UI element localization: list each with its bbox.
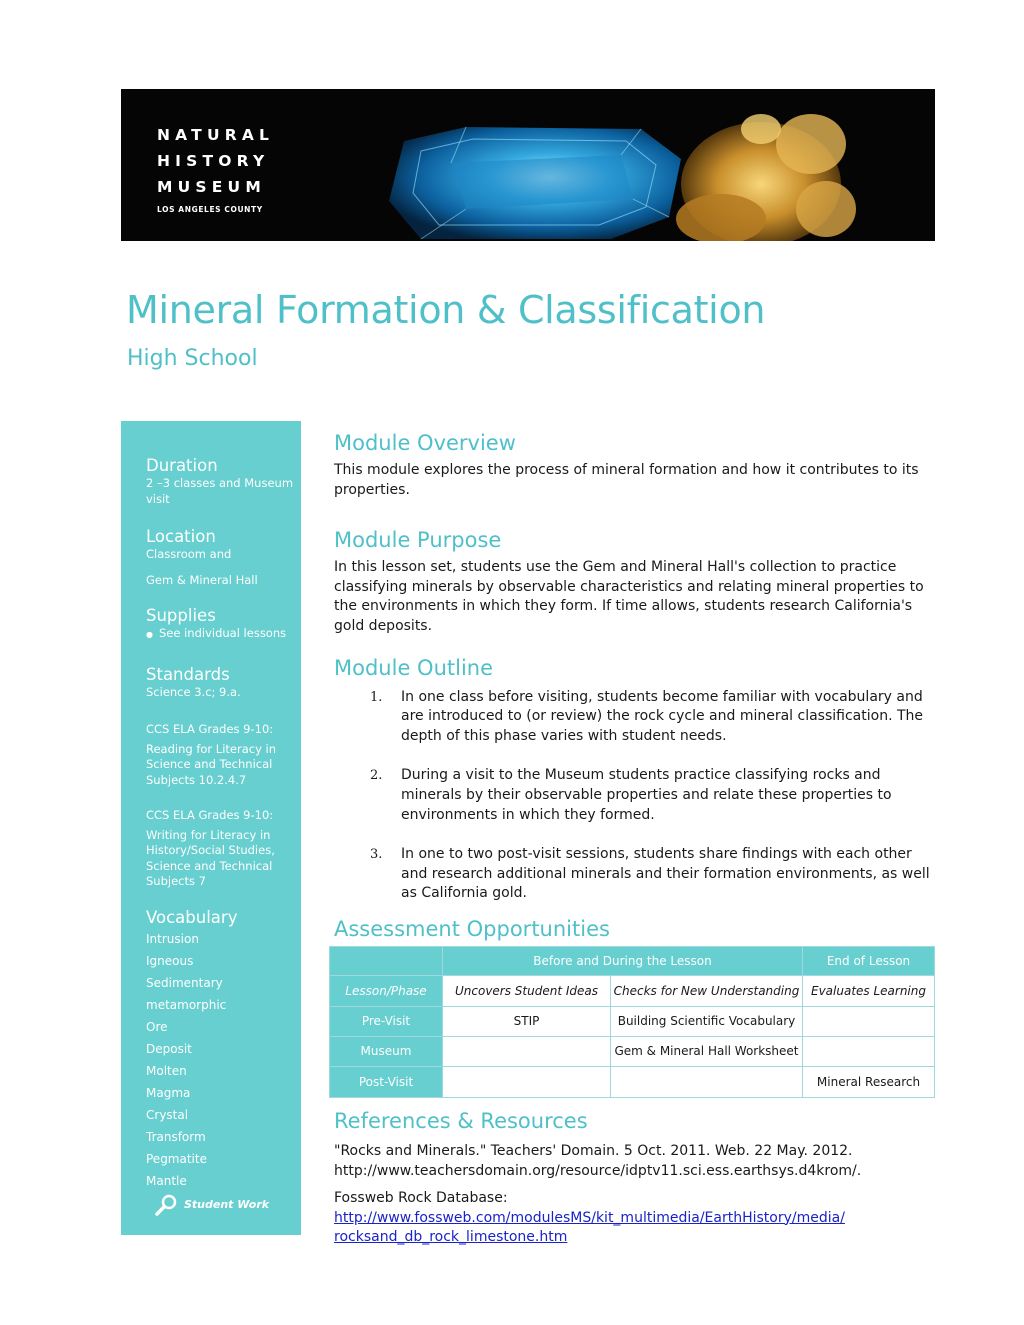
fossweb-link[interactable]: rocksand_db_rock_limestone.htm <box>334 1229 568 1246</box>
vocabulary-heading: Vocabulary <box>146 907 238 927</box>
table-cell <box>443 1036 611 1066</box>
page-subtitle: High School <box>127 346 258 371</box>
outline-text: During a visit to the Museum students practice classifying rocks and minerals by their observable properties and relate these properties to environments in which they formed. <box>401 767 892 823</box>
purpose-text: In this lesson set, students use the Gem and Mineral Hall's collection to practice classifying minerals by observable characteristics and relating mineral properties to the environments in which they form. If time allows, students research California's gold deposits. <box>334 559 924 634</box>
fossweb-link[interactable]: http://www.fossweb.com/modulesMS/kit_multimedia/EarthHistory/media/ <box>334 1209 845 1226</box>
reference-text: http://www.teachersdomain.org/resource/idptv11.sci.ess.earthsys.d4krom/. <box>334 1162 862 1179</box>
table-cell: Mineral Research <box>803 1066 935 1097</box>
vocabulary-item: Intrusion <box>146 931 199 946</box>
page-title: Mineral Formation & Classification <box>126 288 766 332</box>
reference-text: "Rocks and Minerals." Teachers' Domain. 5 Oct. 2011. Web. 22 May. 2012. <box>334 1142 853 1159</box>
logo-line: MUSEUM <box>157 178 266 196</box>
table-cell: Pre-Visit <box>330 1006 443 1036</box>
vocabulary-item: Mantle <box>146 1173 187 1188</box>
table-header-cell <box>330 946 443 975</box>
reference-title: Fossweb Rock Database: <box>334 1190 508 1207</box>
standard-text: Writing for Literacy in History/Social Studies, Science and Technical Subjects 7 <box>146 827 275 888</box>
supplies-heading: Supplies <box>146 606 216 625</box>
table-cell: Gem & Mineral Hall Worksheet <box>611 1036 803 1066</box>
table-cell: Evaluates Learning <box>803 975 935 1006</box>
outline-number: 3. <box>370 847 383 863</box>
vocabulary-item: Sedimentary <box>146 975 223 990</box>
overview-text: This module explores the process of mineral formation and how it contributes to its properties. <box>334 462 919 498</box>
location-heading: Location <box>146 527 216 546</box>
table-subheader-row <box>330 975 935 1006</box>
location-line: Gem & Mineral Hall <box>146 572 258 587</box>
table-cell <box>611 1066 803 1097</box>
outline-text: In one to two post-visit sessions, students share findings with each other and research additional minerals and their formation environments, as well as California gold. <box>401 846 930 902</box>
assessment-table <box>329 946 935 1098</box>
outline-item <box>334 688 934 747</box>
outline-heading: Module Outline <box>334 655 494 680</box>
standard-title: CCS ELA Grades 9-10: <box>146 722 274 736</box>
standard-text: Reading for Literacy in Science and Technical Subjects 10.2.4.7 <box>146 741 277 787</box>
table-header-cell: End of Lesson <box>803 946 935 975</box>
vocabulary-item: metamorphic <box>146 997 227 1012</box>
outline-item <box>334 766 934 825</box>
location-line: Classroom and <box>146 547 232 561</box>
table-cell: Lesson/Phase <box>330 975 443 1006</box>
standard-item: Science 3.c; 9.a. <box>146 684 241 699</box>
assessment-heading: Assessment Opportunities <box>334 916 610 941</box>
table-header-cell: Before and During the Lesson <box>443 946 803 975</box>
standards-heading: Standards <box>146 664 230 684</box>
duration-heading: Duration <box>146 456 218 475</box>
supplies-item-label: See individual lessons <box>158 626 287 640</box>
outline-number: 2. <box>370 768 383 784</box>
outline-text: In one class before visiting, students become familiar with vocabulary and are introduced to (or review) the rock cycle and mineral classification. The depth of this phase varies with student needs. <box>401 688 924 744</box>
table-row <box>330 1006 935 1036</box>
vocabulary-item: Pegmatite <box>146 1151 207 1166</box>
references-heading: References & Resources <box>334 1108 588 1133</box>
table-cell: Checks for New Understanding <box>611 975 803 1006</box>
table-cell <box>803 1036 935 1066</box>
logo-line: HISTORY <box>157 152 270 170</box>
overview-heading: Module Overview <box>334 431 516 455</box>
outline-item <box>334 845 934 904</box>
table-cell: Museum <box>330 1036 443 1066</box>
vocabulary-item: Igneous <box>146 953 194 968</box>
outline-number: 1. <box>370 689 383 705</box>
table-cell: STIP <box>443 1006 611 1036</box>
vocabulary-item: Deposit <box>146 1041 192 1056</box>
table-header-row <box>330 946 935 975</box>
vocabulary-item: Ore <box>146 1019 168 1034</box>
bullet-icon: ● <box>146 630 153 639</box>
vocabulary-item: Transform <box>146 1129 206 1144</box>
table-cell: Post-Visit <box>330 1066 443 1097</box>
logo-line: NATURAL <box>157 126 275 144</box>
vocabulary-item: Crystal <box>146 1107 189 1122</box>
student-work-link[interactable] <box>154 1194 298 1216</box>
student-work-label: Student Work <box>184 1198 270 1211</box>
standard-title: CCS ELA Grades 9-10: <box>146 808 274 822</box>
magnifier-icon <box>154 1194 178 1216</box>
header-banner <box>121 89 935 241</box>
sidebar <box>121 421 301 1235</box>
table-cell <box>803 1006 935 1036</box>
table-row <box>330 1066 935 1097</box>
supplies-item <box>146 626 298 643</box>
table-cell <box>443 1066 611 1097</box>
table-cell: Building Scientific Vocabulary <box>611 1006 803 1036</box>
purpose-heading: Module Purpose <box>334 528 502 553</box>
table-row <box>330 1036 935 1066</box>
vocabulary-item: Molten <box>146 1063 187 1078</box>
museum-logo <box>157 122 274 214</box>
reference-link-block <box>334 1209 934 1248</box>
duration-text: 2 –3 classes and Museum visit <box>146 476 294 506</box>
vocabulary-list <box>146 928 298 1192</box>
table-cell: Uncovers Student Ideas <box>443 975 611 1006</box>
outline-list <box>334 688 934 904</box>
logo-subline: LOS ANGELES COUNTY <box>157 205 263 214</box>
vocabulary-item: Magma <box>146 1085 191 1100</box>
main-content <box>334 428 934 1248</box>
